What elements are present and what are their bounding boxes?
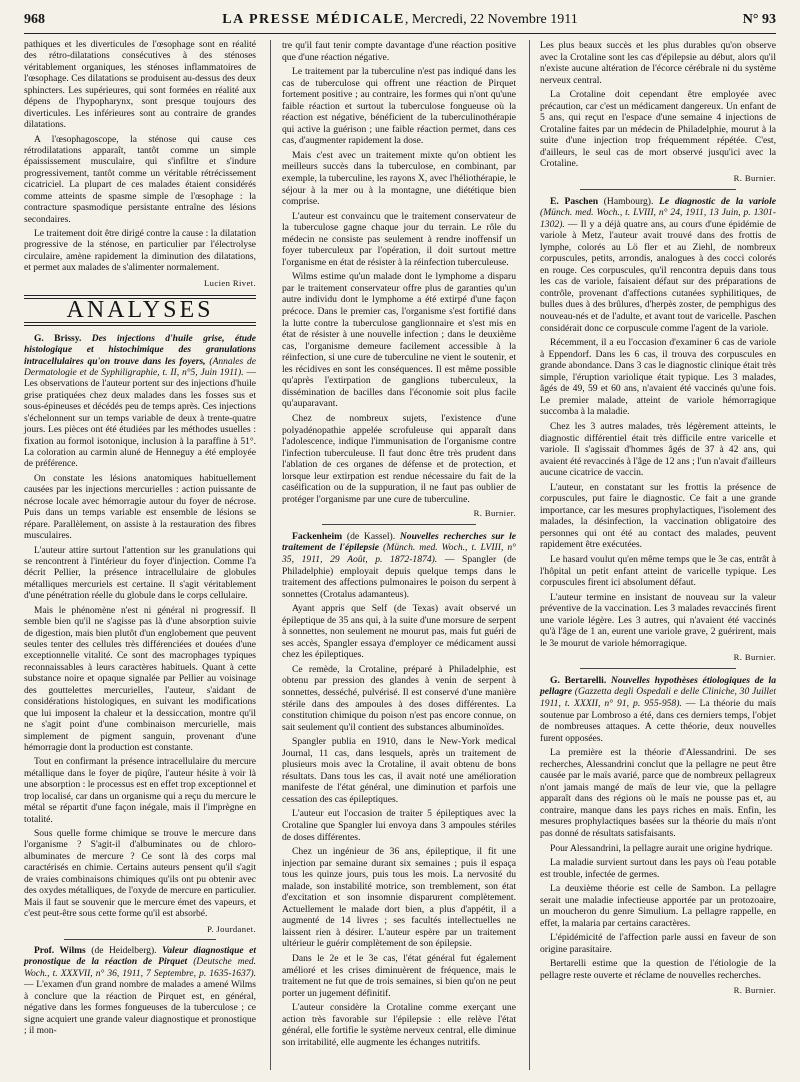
column-divider <box>529 40 530 1070</box>
paragraph: Chez de nombreux sujets, l'existence d'une polyadénopathie appelée scrofuleuse qui apparaît dans l'adolescence, indique l'immunisation de l'organisme contre l'infection tuberculeuse. Il faut donc être très prudent dans l'ablation de ces organes de défense et de protection, et lorsque leur extirpation est rendue nécessaire du fait de la caséification ou de la suppuration, il ne faut pas oublier de protéger l'organisme par une cure de tuberculine. <box>282 412 516 505</box>
paragraph: Le traitement par la tuberculine n'est pas indiqué dans les cas de tuberculose qui offrent une réaction de Pirquet fortement positive ; au contraire, les formes qui n'ont qu'une faible réaction et surtout la tuberculose fongueuse où la réaction est négative, bénéficient de la tuberculinothérapie qui active la guérison ; une faible réaction permet, dans ces cas, d'augmenter rapidement la dose. <box>282 66 516 147</box>
paragraph: La première est la théorie d'Alessandrini. De ses recherches, Alessandrini conclut que la pellagre ne peut être causée par le maïs avarié, parce que de nombreux pellagreux n'ont jamais mangé de maïs de leur vie, que la pellagre apparaît dans des régions où le maïs ne pousse pas et, au contraire, manque dans les pays riches en maïs. Enfin, les mesures prophylactiques basées sur la théorie du maïs n'ont pas donné de résultats satisfaisants. <box>540 747 776 839</box>
issue-number: N° 93 <box>742 12 776 27</box>
paragraph: On constate les lésions anatomiques habituellement causées par les injections mercurielles : action puissante de nécrose locale avec hémorragie autour du foyer de nécrose. Puis dans un temps variable est ensemble de lésions se répare. Parallèlement, on assiste à la restauration des fibres musculaires. <box>24 473 256 542</box>
article-bertarelli <box>540 675 776 744</box>
paragraph: Tout en confirmant la présence intracellulaire du mercure métallique dans le foyer de piqûre, l'auteur hésite à voir là une absorption : le processus est en effet trop exceptionnel et trop localisé, car dans un organisme qui a reçu du mercure le métal se répartit d'une façon inégale, mais il l'imprègne en totalité. <box>24 757 256 825</box>
article-fackenheim <box>282 531 516 600</box>
paragraph: Mais le phénomène n'est ni général ni progressif. Il semble bien qu'il ne s'agisse pas là d'une absorption suivie de digestion, mais bien plutôt d'un englobement que peuvent seules tenter des cellules très différenciées et douées d'une exceptionnelle vitalité. Ce sont des macrophages typiques reconnaissables à leurs caractères habituels. Quant à cette substance noire et opaque signalée par Pellier au voisinage des gouttelettes mercurielles, l'auteur, s'aidant de considérations histologiques, en suivant les modifications que lui imposent la chaleur et la dessiccation, montre qu'il ne s'agit point d'une combinaison mercurielle, mais simplement de pigment sanguin, provenant d'une hémorragie dont la production est constante. <box>24 605 256 753</box>
paragraph: L'auteur eut l'occasion de traiter 5 épileptiques avec la Crotaline que Spangler lui envoya dans 3 ampoules stériles de doses différentes. <box>282 808 516 843</box>
paragraph: La maladie survient surtout dans les pays où l'eau potable est trouble, infectée de germes. <box>540 857 776 880</box>
page-header <box>24 10 776 34</box>
paragraph: L'auteur est convaincu que le traitement conservateur de la tuberculose gagne chaque jour du terrain. Le rôle du médecin ne consiste pas seulement à rendre inoffensif un foyer tuberculeux par l'opération, il doit surtout mettre l'organisme en état de résister à la réinfection tuberculeuse. <box>282 210 516 268</box>
article-brissy <box>24 334 256 471</box>
paragraph: L'épidémicité de l'affection parle aussi en faveur de son origine parasitaire. <box>540 932 776 955</box>
section-title: ANALYSES <box>66 297 214 324</box>
paragraph: Bertarelli estime que la question de l'étiologie de la pellagre reste ouverte et réclame de nouvelles recherches. <box>540 958 776 982</box>
issue-date: , Mercredi, 22 Novembre 1911 <box>404 12 578 27</box>
article-author: G. Bertarelli. <box>550 674 607 686</box>
article-separator <box>580 189 736 190</box>
article-author: G. Brissy. <box>34 333 82 344</box>
article-author-place: (de Kassel). <box>346 530 396 542</box>
column-1 <box>24 40 256 1040</box>
paragraph: Mais c'est avec un traitement mixte qu'on obtient les meilleurs succès dans la tuberculose, en combinant, par exemple, la tuberculine, les rayons X, avec l'héliothérapie, le séjour à la mer ou à la montagne, une diététique bien comprise. <box>282 149 516 208</box>
page-number: 968 <box>24 12 45 27</box>
paragraph: Wilms estime qu'un malade dont le lymphome a disparu par le traitement conservateur offre plus de garanties qu'un autre individu dont le lymphome a été extirpé d'une façon précoce. Dans le premier cas, l'organisme s'est fortifié dans la lutte contre la tuberculose ganglionnaire et s'est mis en état de résister à une nouvelle infection ; dans le deuxième cas, l'organisme demeure facilement accessible à la réinfection, si une cure de tuberculine ne vient le soutenir, et les récidives en sont les conséquences. Il est même possible qu'après l'extirpation de ganglions tuberculeux, la dissémination de bacilles dans l'économie soit plus facile qu'auparavant. <box>282 271 516 410</box>
article-reference: (Annales de Dermatologie et de Syphiligraphie, t. II, n°5, Juin 1911). <box>24 356 256 378</box>
article-author-place: (de Heidelberg). <box>91 945 157 956</box>
signature: R. Burnier. <box>733 173 776 184</box>
signature: R. Burnier. <box>473 508 516 519</box>
paragraph: L'auteur considère la Crotaline comme exerçant une action très favorable sur l'épilepsie : elle relève l'état général, elle fortifie le système nerveux central, elle diminue son irritabilité, elle augmente les échanges nutritifs. <box>282 1002 516 1048</box>
article-lead: — La théorie du maïs soutenue par Lombroso a été, dans ces derniers temps, l'objet de nombreuses attaques. A cette théorie, deux nouvelles furent opposées. <box>540 697 777 744</box>
article-title: Des injections d'huile grise, étude histologique et histochimique des granulations intracellulaires qu'on trouve dans les foyers, <box>24 333 256 367</box>
paragraph: Dans le 2e et le 3e cas, l'état général fut également amélioré et les crises diminuèrent de fréquence, mais le traitement ne fut que de trois semaines, si bien qu'on ne peut porter un jugement définitif. <box>282 953 516 999</box>
header-rule <box>24 33 776 34</box>
article-separator <box>580 668 736 669</box>
paragraph: Les plus beaux succès et les plus durables qu'on observe avec la Crotaline sont les cas d'épilepsie au début, alors qu'il n'existe aucune altération de l'écorce cérébrale ni du système nerveux central. <box>540 40 776 86</box>
paragraph: A l'œsophagoscope, la sténose qui cause ces rétrodilatations apparaît, tantôt comme un simple épaississement musculaire, qui s'infiltre et s'indure progressivement, tantôt comme un véritable rétrécissement cicatriciel. La plupart de ces malades étaient considérés comme atteints de spasme simple de l'œsophage : la contracture spasmodique persistante entraîne des lésions secondaires. <box>24 134 256 225</box>
article-lead: — Il y a déjà quatre ans, au cours d'une épidémie de variole à Metz, l'auteur avait trouvé dans des frottis de lymphe, colorés au Lö fler et au Ziehl, de nombreux corpuscules, petits, arrondis, analogues à des cocci colorés en rouge. Ces corpuscules, qu'il rencontra depuis dans tous les cas de variole, faisaient défaut sur des préparations de contrôle, provenant d'affections cutanées syphilitiques, de bulles dues à des brûlures, d'herpès zoster, de pemphigus des nouveau-nés et de l'adulte, et avant tout de varicelle. Paschen considérait donc ce corpuscule comme l'agent de la variole. <box>540 218 776 334</box>
article-title: Nouvelles hypothèses étiologiques de la pellagre <box>540 674 776 698</box>
paragraph: pathiques et les diverticules de l'œsophage sont en réalité des rétro-dilatations consécutives à des sténoses véritablement organiques, les sténoses inflammatoires de l'œsophage. Ces dilatations se produisent au-dessus des deux sphincters. Les supérieures, qui sont formées en réalité aux dépens de l'hypopharynx, sont presque toujours des diverticules. Les inférieures sont au contraire de grandes dilatations. <box>24 40 256 131</box>
publication-name: LA PRESSE MÉDICALE <box>222 12 405 27</box>
running-title <box>24 12 776 28</box>
article-author: Prof. Wilms <box>34 945 86 956</box>
paragraph: La deuxième théorie est celle de Sambon. La pellagre serait une maladie infectieuse apportée par un protozoaire, un moucheron du genre Simulium. La pellagre rappelle, en effet, la malaria par certains caractères. <box>540 883 776 929</box>
paragraph: tre qu'il faut tenir compte davantage d'une réaction positive que d'une réaction négative. <box>282 40 516 63</box>
article-author-place: (Hambourg). <box>603 195 654 207</box>
article-title: Valeur diagnostique et pronostique de la réaction de Pirquet <box>24 945 257 968</box>
paragraph: Spangler publia en 1910, dans le New-York medical Journal, 11 cas, dans lesquels, après un traitement de plusieurs mois avec la Crotaline, il avait obtenu de bons résultats. Dans tous les cas, il avait noté une amélioration manifeste de l'état général, une diminution et parfois une cessation des cas épileptiques. <box>282 736 516 805</box>
signature: R. Burnier. <box>733 652 776 663</box>
paragraph: Récemment, il a eu l'occasion d'examiner 6 cas de variole à Eppendorf. Dans les 6 cas, il trouva des corpuscules en grande abondance. Dans 3 cas le diagnostic clinique était très simple, l'éruption variolique était typique. Les 3 malades, âgés de 49, 59 et 60 ans, n'avaient été vaccinés qu'une fois. Le premier malade, atteint de variole hémorragique succomba à la maladie. <box>540 337 776 418</box>
paragraph: L'auteur termine en insistant de nouveau sur la valeur préventive de la vaccination. Les 3 malades revaccinés firent une variole légère. Les 3 autres, qui n'avaient été vaccinés qu'à l'âge de 1 an, eurent une variole grave, 2 guérirent, mais le 3e mourut de variole hémorragique. <box>540 591 776 649</box>
paragraph: Ayant appris que Self (de Texas) avait observé un épileptique de 35 ans qui, à la suite d'une morsure de serpent à sonnettes, non seulement ne mourut pas, mais fut guéri de ses accès, Spangler essaya d'employer ce médicament aussi chez les épileptiques. <box>282 603 516 661</box>
column-divider <box>270 40 271 1070</box>
signature: R. Burnier. <box>733 984 776 995</box>
column-3 <box>540 40 776 1000</box>
paragraph: Chez les 3 autres malades, très légèrement atteints, le diagnostic différentiel était très difficile entre varicelle et variole. Il s'agissait d'hommes âgés de 37 à 42 ans, qui avaient été revaccinés à l'âge de 12 ans ; l'un n'avait d'ailleurs aucune cicatrice de vaccin. <box>540 420 776 479</box>
article-reference: (Münch. med. Woch., t. LVIII, n° 35, 1911, 29 Août, p. 1872-1874). <box>282 542 516 565</box>
paragraph: L'auteur, en constatant sur les frottis la présence de corpuscules, put faire le diagnostic. Ce fait a une grande importance, car les mesures prophylactiques, l'isolement des malades, la désinfection, la vaccination obligatoire des personnes qui ont été au contact des malades, peuvent rapidement être exécutées. <box>540 481 776 551</box>
article-separator <box>322 524 476 525</box>
article-lead: — Les observations de l'auteur portent sur des injections d'huile grise pratiquées chez deux malades dans les fosses sus et sous-épineuses et décédés peu de temps après. Ces injections s'échelonnent sur un temps variable de deux à trente-quatre jours. Les pièces ont été étudiées par les méthodes usuelles : fixation au formol isotonique, inclusion à la paraffine à 51°. La coloration au carmin aluné de Henneguy a été employée de préférence. <box>24 367 256 470</box>
section-heading-block <box>24 295 256 325</box>
article-wilms <box>24 946 256 1038</box>
paragraph: L'auteur attire surtout l'attention sur les granulations qui se rencontrent à l'intérieur du foyer d'injection. Comme l'a décrit Pellier, la présence intracellulaire de globules métalliques mercuriels est certaine. Il s'agit véritablement d'une pénétration réelle du globule dans le corps cellulaire. <box>24 545 256 602</box>
paragraph: Le hasard voulut qu'en même temps que le 3e cas, entrât à l'hôpital un petit enfant atteint de varicelle typique. Les corpuscules firent ici absolument défaut. <box>540 553 776 589</box>
paragraph: Ce remède, la Crotaline, préparé à Philadelphie, est obtenu par pression des glandes à venin de serpent à sonnettes, desséché, pulvérisé. Il est conservé d'une manière stérile dans des ampoules à des doses différentes. La constitution chimique du poison n'est pas encore connue, on sait seulement qu'il contient des substances albuminoïdes. <box>282 663 516 733</box>
article-author: Fackenheim <box>292 530 343 542</box>
article-author: E. Paschen <box>550 195 599 207</box>
article-title: Nouvelles recherches sur le traitement de l'épilepsie <box>282 530 516 554</box>
article-lead: — L'examen d'un grand nombre de malades a amené Wilms à conclure que la réaction de Pirquet est, en général, négative dans les formes fongueuses de la tuberculose ; ce signe acquiert une grande valeur diagnostique et pronostique ; il mon- <box>24 980 256 1036</box>
column-2 <box>282 40 516 1051</box>
article-lead: — Spangler (de Philadelphie) employait depuis quelque temps dans le traitement des affections pulmonaires le poison du serpent à sonnettes (Crotalus adamanteus). <box>282 553 516 600</box>
paragraph: Le traitement doit être dirigé contre la cause : la dilatation progressive de la sténose, en particulier par l'électrolyse circulaire, amène rapidement la diminution des dilatations, et permet aux malades de s'alimenter normalement. <box>24 229 256 274</box>
article-separator <box>64 939 216 940</box>
article-title: Le diagnostic de la variole <box>659 195 777 207</box>
article-reference: (Deutsche med. Woch., t. XXXVII, n° 36, 1911, 7 Septembre, p. 1635-1637). <box>24 957 257 979</box>
signature: Lucien Rivet. <box>204 277 256 288</box>
article-reference: (Gazzetta degli Ospedali e delle Cliniche, 30 Juillet 1911, t. XXXII, n° 91, p. 955-958). <box>540 686 776 709</box>
paragraph: La Crotaline doit cependant être employée avec précaution, car c'est un médicament dangereux. Un enfant de 5 ans, qui reçut en l'espace d'une semaine 4 injections de Crotaline faites par un médecin de Philadelphie, mourut à la suite d'une injection trop fréquemment répétée. C'est, d'ailleurs, le seul cas de mort observé jusqu'ici avec la Crotaline. <box>540 89 776 170</box>
signature: P. Jourdanet. <box>207 923 256 934</box>
paragraph: Chez un ingénieur de 36 ans, épileptique, il fit une injection par semaine durant six semaines ; puis il espaça tous les quinze jours, puis tous les mois. La nervosité du malade, son instabilité motrice, son tremblement, son état d'excitation et son insomnie disparurent complètement. Actuellement le malade dort bien, a plus d'appétit, il a augmenté de 14 livres ; ses facultés intellectuelles ne laissent rien à désirer. L'auteur espère par un traitement ultérieur le guérir complètement de son épilepsie. <box>282 846 516 950</box>
paragraph: Sous quelle forme chimique se trouve le mercure dans l'organisme ? S'agit-il d'albuminates ou de chloro-albuminates de mercure ? Ce sont là des corps mal caractérisés en chimie. Certains auteurs pensent qu'il s'agit de vraies combinaisons chimiques qu'ils ont pu obtenir avec des oxydes métalliques, de l'oxyde de mercure en particulier. Mais il faut se souvenir que le mercure émet des vapeurs, et c'est peut-être sous cette forme qu'il est absorbé. <box>24 829 256 920</box>
article-paschen <box>540 196 776 335</box>
article-reference: (Münch. med. Woch., t. LVIII, n° 24, 1911, 13 Juin, p. 1301-1302). <box>540 207 776 230</box>
paragraph: Pour Alessandrini, la pellagre aurait une origine hydrique. <box>550 842 773 854</box>
